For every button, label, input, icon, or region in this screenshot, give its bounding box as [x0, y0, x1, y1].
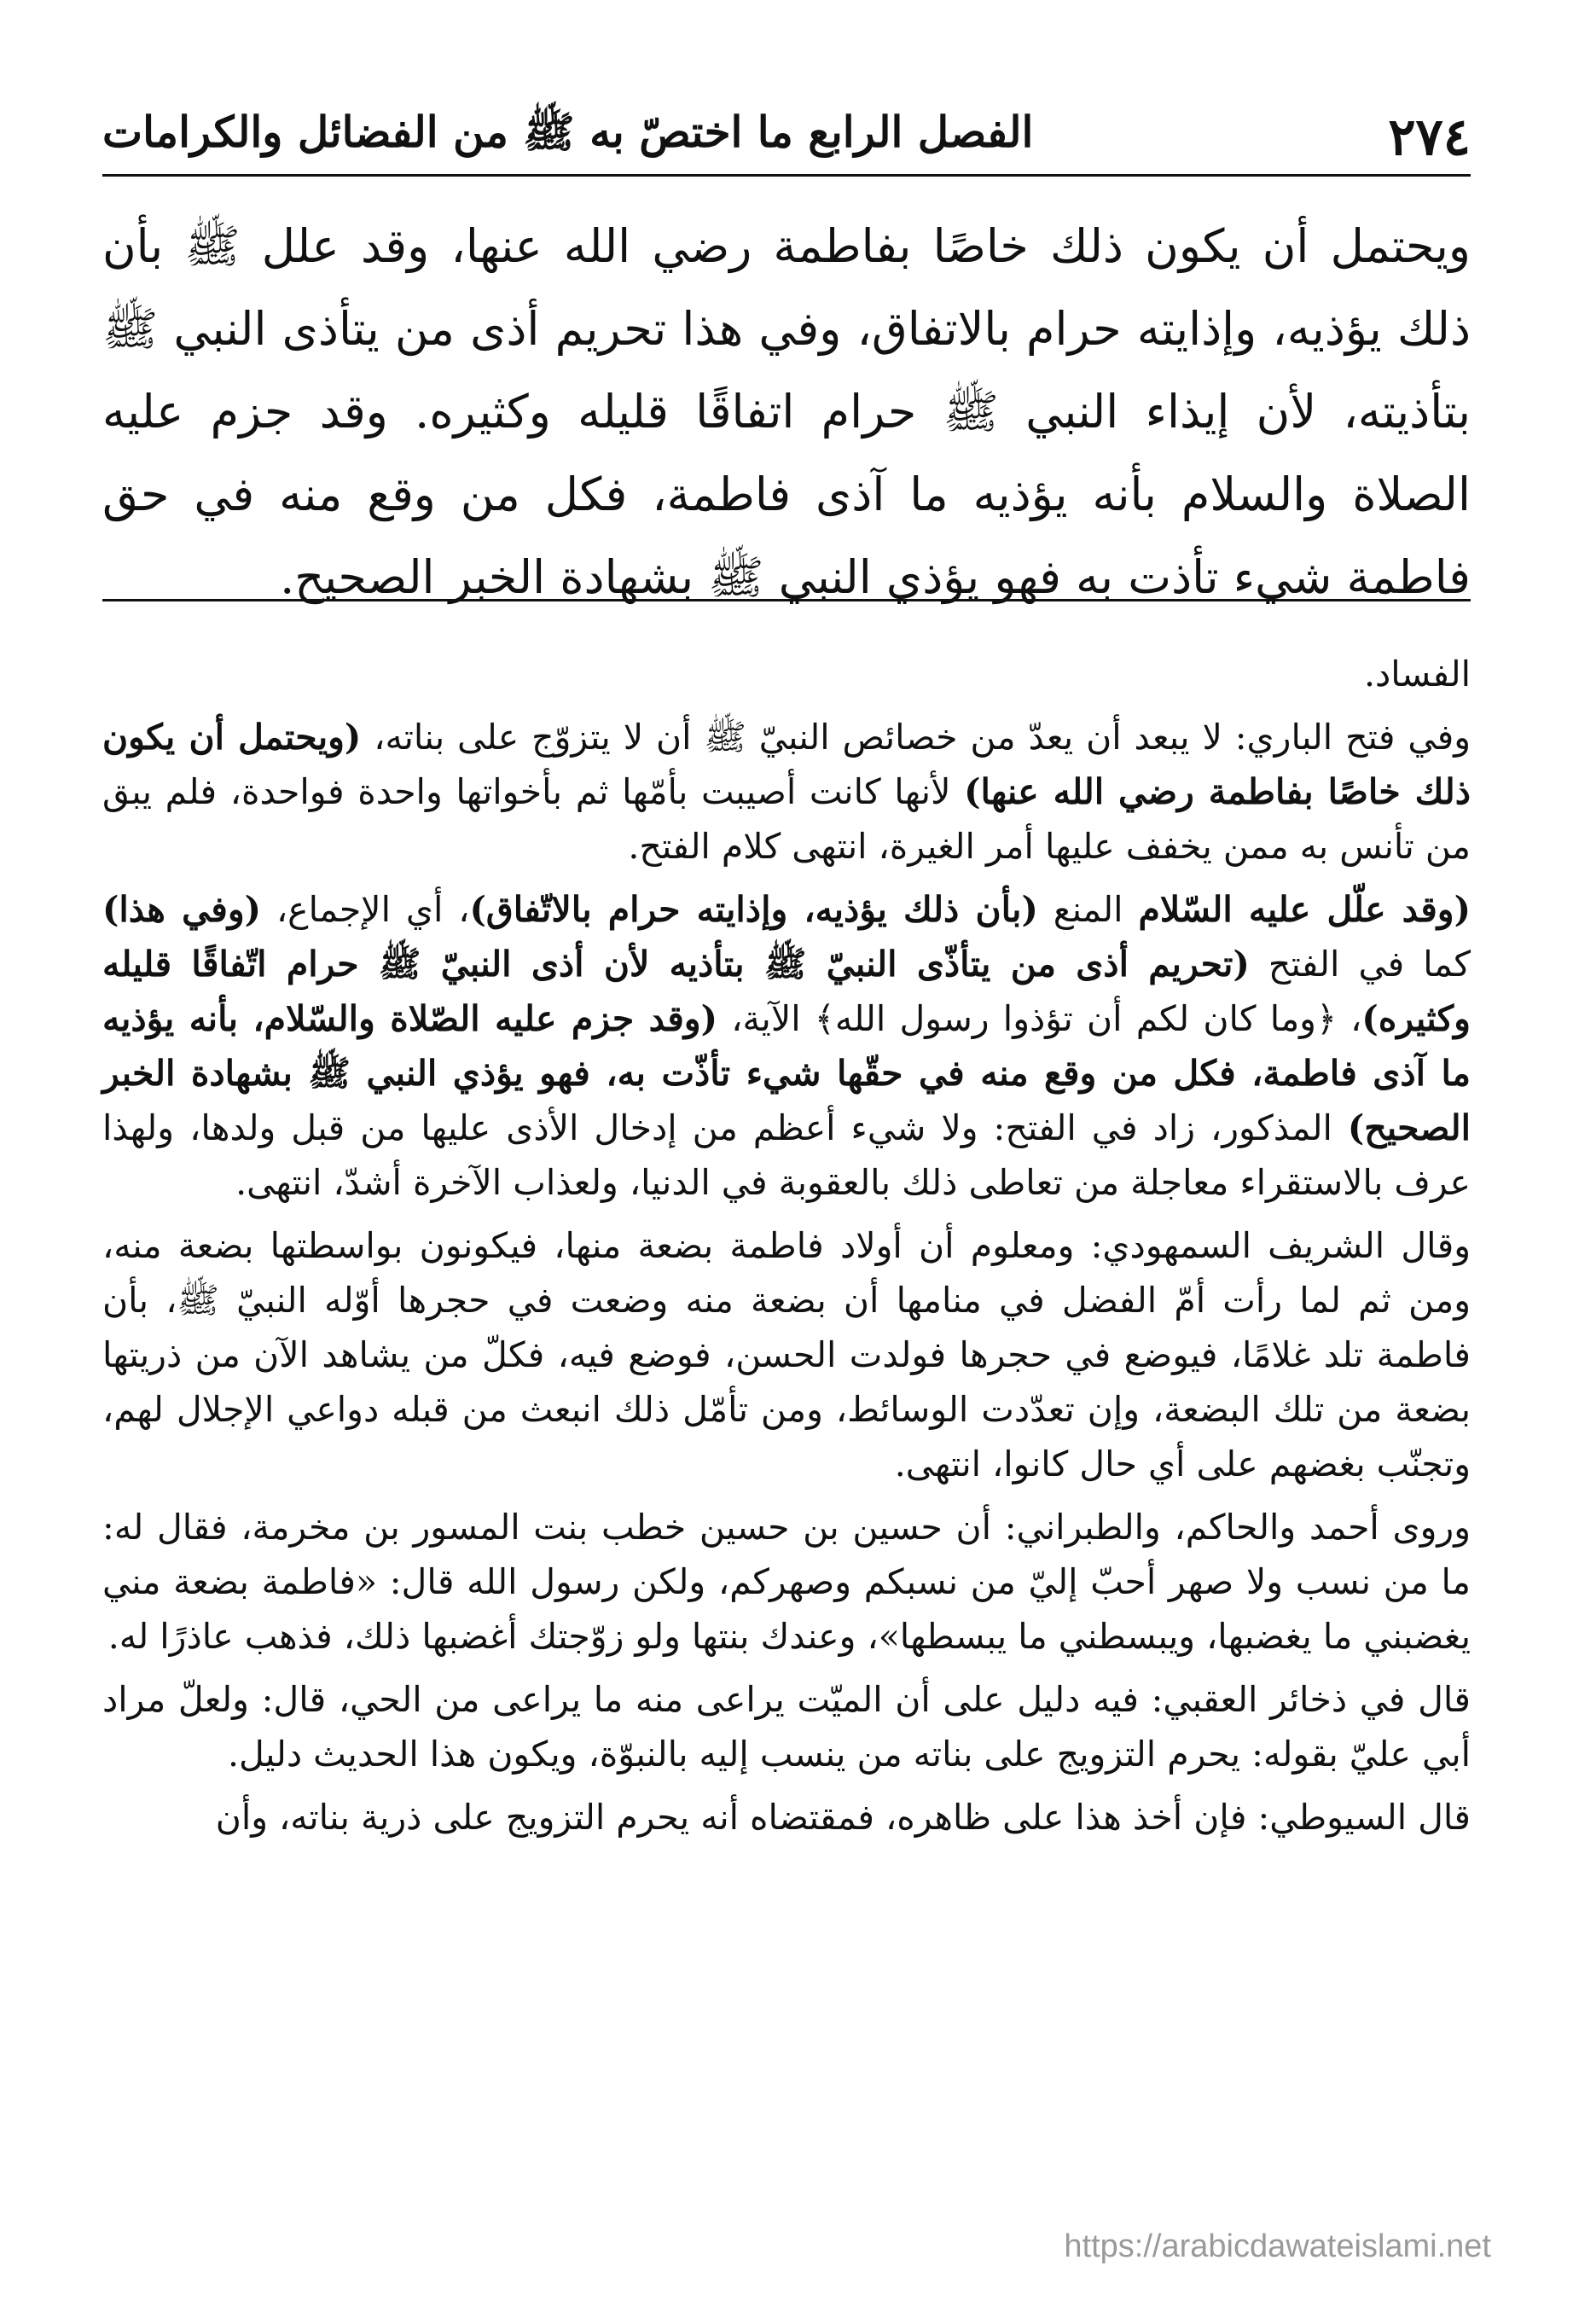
commentary-paragraph-7: قال السيوطي: فإن أخذ هذا على ظاهره، فمقتضاه أنه يحرم التزويج على ذرية بناته، وأن — [215, 1797, 1471, 1838]
commentary-text — [102, 647, 1471, 1853]
commentary-paragraph-3 — [102, 882, 1471, 1210]
commentary-paragraph-5: وروى أحمد والحاكم، والطبراني: أن حسين بن حسين خطب بنت المسور بن مخرمة، فقال له: ما من نسب ولا صهر أحبّ إليّ من نسبكم وصهركم، ولكن رسول الله قال: «فاطمة بضعة مني يغضبني ما يغضبها، ويبسطني ما يبسطها»، وعندك بنتها ولو زوّجتك أغضبها ذلك، فذهب عاذرًا له. — [102, 1507, 1471, 1657]
commentary-text-run: لأنها كانت أصيبت بأمّها ثم بأخواتها واحدة فواحدة، فلم يبق من تأنس به ممن يخفف عليها أمر الغيرة، انتهى كلام الفتح. — [102, 771, 1471, 867]
commentary-paragraph-4: وقال الشريف السمهودي: ومعلوم أن أولاد فاطمة بضعة منها، فيكونون بواسطتها بضعة منه، ومن ثم لما رأت أمّ الفضل في منامها أن بضعة منه وضعت في حجرها أوّله النبيّ ﷺ، بأن فاطمة تلد غلامًا، فيوضع في حجرها فولدت الحسن، فوضع فيه، فكلّ من يشاهد الآن من ذريتها بضعة من تلك البضعة، وإن تعدّدت الوسائط، ومن تأمّل ذلك انبعث من قبله دواعي الإجلال لهم، وتجنّب بغضهم على أي حال كانوا، انتهى. — [102, 1225, 1471, 1484]
watermark-url: https://arabicdawateislami.net — [1064, 2228, 1491, 2264]
commentary-quote: (وقد علّل عليه السّلام — [1138, 889, 1471, 930]
running-title: الفصل الرابع ما اختصّ به ﷺ من الفضائل والكرامات — [102, 107, 1034, 157]
commentary-text-run: المذكور، زاد في الفتح: ولا شيء أعظم من إدخال الأذى عليها من قبل ولدها، ولهذا عرف بالاستقراء معاجلة من تعاطى ذلك بالعقوبة في الدنيا، ولعذاب الآخرة أشدّ، انتهى. — [102, 1107, 1471, 1203]
commentary-quote: (وقد جزم عليه الصّلاة والسّلام، بأنه يؤذيه ما آذى فاطمة، فكل من وقع منه في حقّها شيء تأذّت به، فهو يؤذي النبي ﷺ بشهادة الخبر الصحيح) — [102, 998, 1471, 1148]
commentary-text-run: كما في الفتح — [1249, 944, 1471, 985]
commentary-paragraph-1: الفساد. — [1364, 654, 1471, 694]
commentary-text-run: وفي فتح الباري: لا يبعد أن يعدّ من خصائص النبيّ ﷺ أن لا يتزوّج على بناته، — [361, 717, 1471, 758]
main-text-body: ويحتمل أن يكون ذلك خاصًا بفاطمة رضي الله عنها، وقد علل ﷺ بأن ذلك يؤذيه، وإذايته حرام بالاتفاق، وفي هذا تحريم أذى من يتأذى النبي ﷺ بتأذيته، لأن إيذاء النبي ﷺ حرام اتفاقًا قليله وكثيره. وقد جزم عليه الصلاة والسلام بأنه يؤذيه ما آذى فاطمة، فكل من وقع منه في حق فاطمة شيء تأذت به فهو يؤذي النبي ﷺ بشهادة الخبر الصحيح. — [102, 219, 1471, 604]
commentary-quote: (ويحتمل أن يكون ذلك خاصًا بفاطمة رضي الله عنها) — [102, 717, 1471, 812]
commentary-text-run: ، أي الإجماع، — [261, 889, 470, 930]
commentary-text-run: ، ﴿وما كان لكم أن تؤذوا رسول الله﴾ الآية، — [717, 998, 1362, 1039]
commentary-quote: (وفي هذا) — [102, 889, 262, 930]
main-text — [102, 205, 1471, 619]
page-number: ٢٧٤ — [1388, 107, 1471, 167]
commentary-paragraph-6: قال في ذخائر العقبي: فيه دليل على أن الميّت يراعى منه ما يراعى من الحي، قال: ولعلّ مراد أبي عليّ بقوله: يحرم التزويج على بناته من ينسب إليه بالنبوّة، ويكون هذا الحديث دليل. — [102, 1679, 1471, 1775]
commentary-quote: (تحريم أذى من يتأذّى النبيّ ﷺ بتأذيه لأن أذى النبيّ ﷺ حرام اتّفاقًا قليله وكثيره) — [102, 944, 1471, 1039]
commentary-paragraph-2 — [102, 710, 1471, 874]
commentary-quote: (بأن ذلك يؤذيه، وإذايته حرام بالاتّفاق) — [469, 889, 1038, 930]
commentary-text-run: المنع — [1037, 889, 1139, 930]
text-separator-line — [102, 599, 1471, 601]
page-header — [102, 101, 1471, 177]
